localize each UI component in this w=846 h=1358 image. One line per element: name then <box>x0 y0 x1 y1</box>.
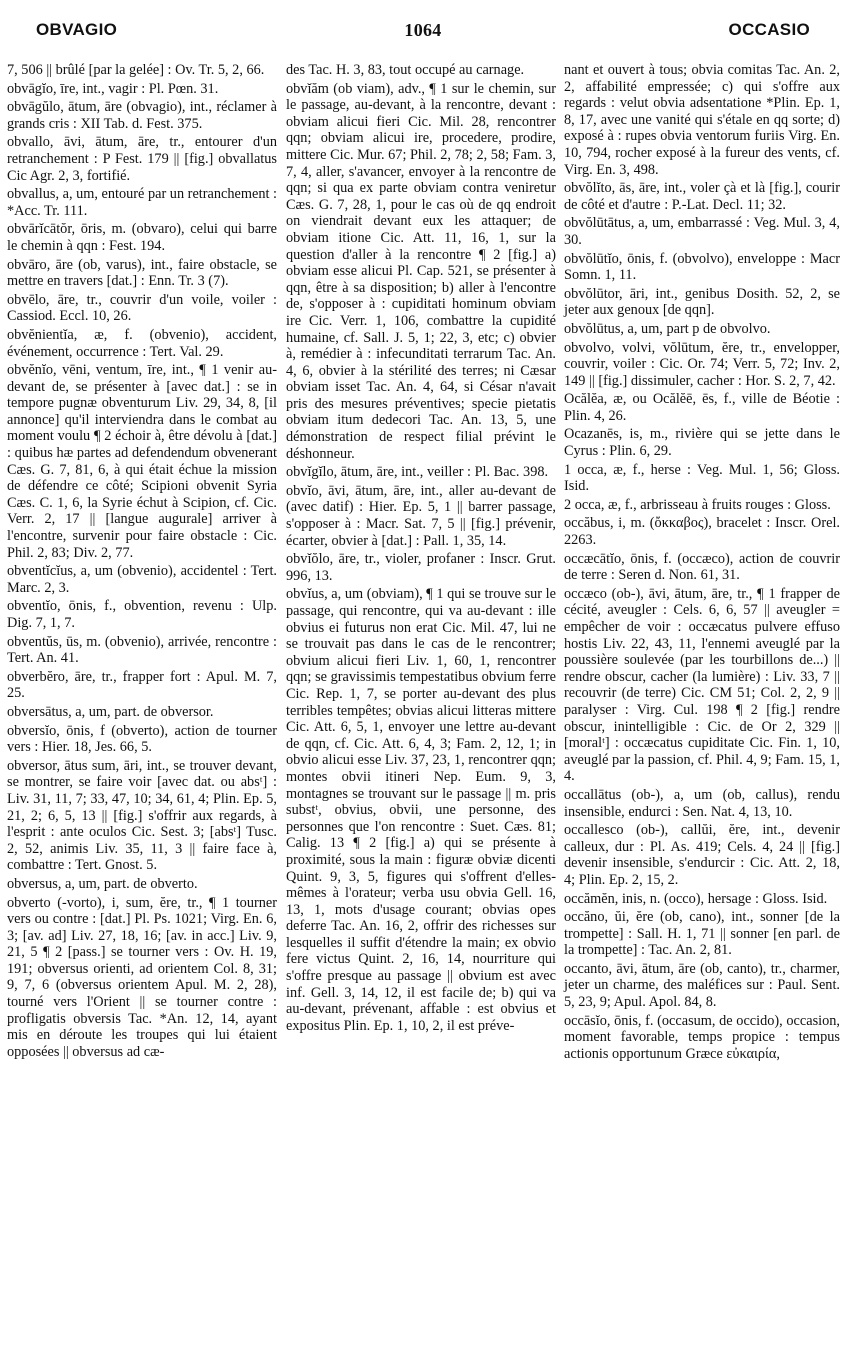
dictionary-entry: 2 occa, æ, f., arbrisseau à fruits rouges : Gloss. <box>564 496 831 513</box>
dictionary-entry: occămĕn, inis, n. (occo), hersage : Gloss. Isid. <box>564 890 828 907</box>
dictionary-entry: obvĭăm (ob viam), adv., ¶ 1 sur le chemin, sur le passage, au-devant, à la rencontre, devant : obviam alicui fieri Cic. Mil. 28, rencontrer qqn; obviam alicui ire, procedere, prodire, mittere Cic. Mur. 67; Phil. 2, 78; 2, 58; Fam. 3, 7, 4, aller, s'avancer, envoyer à la rencontre de qqn; si qua ex parte obviam contra veniretur Cæs. G. 7, 28, 1, pour le cas où de qq endroit on viendrait devant eux les attaquer; de obviam itione Cic. Att. 11, 16, 1, sur la question d'aller à la rencontre ¶ 2 [fig.] a) obviam esse alicui Pl. Cap. 521, se présenter à qqn, être à sa disposition; b) aller à l'encontre de, s'opposer à : cupiditati hominum obviam ire Cic. Verr. 1, 106, combattre la cupidité humaine, cf. Sall. J. 5, 1; 22, 3, etc; c) obvier à, remédier à : infecunditati terrarum Tac. An. 4, 6, obvier à la stérilité des terres; ni Cæsar obviam isset Tac. An. 4, 64, si César n'avait pris des mesures préventives; specie pietatis obviam itum dedecori Tac. An. 13, 5, une démonstration de respect filial prévint le déshonneur. <box>286 80 556 462</box>
dictionary-entry: obvĭgĭlo, ātum, āre, int., veiller : Pl. Bac. 398. <box>286 464 549 481</box>
dictionary-entry: occæcātĭo, ōnis, f. (occæco), action de couvrir de terre : Seren d. Non. 61, 31. <box>564 550 840 584</box>
dictionary-entry: obverbĕro, āre, tr., frapper fort : Apul. M. 7, 25. <box>7 668 277 702</box>
dictionary-entry: obversor, ātus sum, āri, int., se trouver devant, se montrer, se faire voir [avec dat. ou absᵗ] : Liv. 31, 11, 7; 33, 47, 10; 34, 61, 4; Plin. Ep. 5, 21, 2; 6, 5, 13 || [fig.] s'offrir aux regards, à l'esprit : ante oculos Cic. Sest. 3; [absᵗ] Tusc. 2, 52, animis Liv. 35, 11, 3 || faire face à, combattre : Tert. Gnost. 5. <box>7 757 277 874</box>
dictionary-entry: obvĕnĭo, vēni, ventum, īre, int., ¶ 1 venir au-devant de, se présenter à [avec dat.] : se in tempore pugnæ obventurum Liv. 29, 34, 8, [il annonce] qu'il interviendra dans le combat au moment voulu ¶ 2 échoir à, être dévolu à [dat.] : quibus hæ partes ad defendendum obvenerant Cæs. G. 7, 81, 6, à qui était échue la mission de défendre ce côté; Scipioni obvenit Syria Cæs. C. 1, 6, la Syrie échut à Scipion, cf. Cic. Verr. 2, 17 || [langue augurale] arriver à l'encontre, survenir pour faire obstacle : Cic. Phil. 2, 83; Div. 2, 77. <box>7 362 277 561</box>
dictionary-entry: nant et ouvert à tous; obvia comitas Tac. An. 2, 2, affabilité empressée; c) qui s'offre aux regards : velut obvia adsentatione *Plin. Ep. 1, 8, 17, avec une vanité qui s'étale en qq sorte; d) exposé à : rupes obvia ventorum furiis Virg. En. 10, 794, rocher exposé à la fureur des vents, cf. Virg. En. 3, 498. <box>564 62 840 178</box>
dictionary-entry: occăbus, i, m. (ὄκκαβος), bracelet : Inscr. Orel. 2263. <box>564 515 840 549</box>
page-number: 1064 <box>404 20 442 40</box>
dictionary-entry: des Tac. H. 3, 83, tout occupé au carnage. <box>286 62 525 78</box>
dictionary-entry: obvolvo, volvi, vŏlūtum, ĕre, tr., envelopper, couvrir, voiler : Cic. Or. 74; Verr. 5, 72; Inv. 2, 149 || [fig.] dissimuler, cacher : Hor. S. 2, 7, 42. <box>564 339 840 389</box>
column-middle <box>286 62 556 1036</box>
page-header <box>6 20 840 50</box>
dictionary-entry: obvallus, a, um, entouré par un retranchement : *Acc. Tr. 111. <box>7 186 277 219</box>
dictionary-entry: obvŏlūtus, a, um, part p de obvolvo. <box>564 320 771 337</box>
dictionary-entry: occallesco (ob-), callŭi, ĕre, int., devenir calleux, dur : Pl. As. 419; Cels. 4, 24 || [fig.] devenir insensible, s'endurcir : Cic. Att. 2, 18, 4; Plin. Ep. 2, 15, 2. <box>564 822 840 888</box>
dictionary-entry: 1 occa, æ, f., herse : Veg. Mul. 1, 56; Gloss. Isid. <box>564 461 840 495</box>
dictionary-entry: obvāgŭlo, ātum, āre (obvagio), int., réclamer à grands cris : XII Tab. d. Fest. 375. <box>7 99 277 132</box>
dictionary-entry: occanto, āvi, ātum, āre (ob, canto), tr., charmer, jeter un charme, des maléfices sur : Paul. Sent. 5, 23, 9; Apul. Apol. 84, 8. <box>564 960 840 1011</box>
dictionary-entry: obvallo, āvi, ātum, āre, tr., entourer d'un retranchement : P Fest. 179 || [fig.] obvallatus Cic Agr. 2, 3, fortifié. <box>7 134 277 184</box>
column-right <box>564 62 840 1064</box>
dictionary-entry: obventĭo, ōnis, f., obvention, revenu : Ulp. Dig. 7, 1, 7. <box>7 598 277 631</box>
dictionary-entry: obvāgĭo, īre, int., vagir : Pl. Pœn. 31. <box>7 80 219 97</box>
dictionary-entry: occăno, ŭi, ĕre (ob, cano), int., sonner [de la trompette] : Sall. H. 1, 71 || sonner [en parl. de la trompette] : Tac. An. 2, 81. <box>564 909 840 959</box>
dictionary-entry: obventĭcĭus, a, um (obvenio), accidentel : Tert. Marc. 2, 3. <box>7 563 277 596</box>
dictionary-entry: occāsĭo, ōnis, f. (occasum, de occido), occasion, moment favorable, temps propice : tempus actionis opportunum Græce εὐκαιρία, <box>564 1012 840 1062</box>
dictionary-entry: obvĕnientĭa, æ, f. (obvenio), accident, événement, occurrence : Tert. Val. 29. <box>7 326 277 360</box>
dictionary-entry: obvŏlūtĭo, ōnis, f. (obvolvo), enveloppe : Macr Somn. 1, 11. <box>564 250 840 284</box>
dictionary-entry: obvĭus, a, um (obviam), ¶ 1 qui se trouve sur le passage, qui rencontre, qui va au-devant : ille obvius ei futurus non erat Cic. Mil. 47, lui ne se trouvait pas dans le cas de le rencontrer; obvium alicui fieri Liv. 1, 60, 1, rencontrer qqn; se gravissimis tempestatibus obvium ferre Cic. Rep. 1, 7, se porter au-devant des plus terribles tempêtes; obvias alicui litteras mittere Cic. Att. 6, 5, 1, envoyer une lettre au-devant de qqn, cf. Cic. Att. 6, 4, 3; Fam. 2, 12, 1; in obvio alicui esse Liv. 37, 23, 1, rencontrer qqn; montes obvii itineri Nep. Eum. 9, 3, montagnes se trouvant sur le passage || m. pris substᵗ, obvius, obvii, une personne, des personnes que l'on rencontre : Suet. Cæs. 81; Calig. 13 ¶ 2 [fig.] a) qui se présente à proximité, sous la main : figuræ obviæ dicenti Quint. 9, 3, 5, figures qui s'offrent d'elles-mêmes à l'orateur; verba usu obvia Gell. 16, 13, 1, mots d'usage courant; obvias opes deferre Tac. An. 16, 2, offrir des richesses sur lesquelles il suffit d'étendre la main; ex obvio fere victus Quint. 2, 16, 14, nourriture qui s'offre presque au passage || obvium est avec inf. Gell. 3, 14, 12, il est facile de; b) qui va au-devant, prévenant, affable : est obvius et expositus Plin. Ep. 1, 10, 2, il est préve- <box>286 586 556 1034</box>
dictionary-entry: occallātus (ob-), a, um (ob, callus), rendu insensible, endurci : Sen. Nat. 4, 13, 10. <box>564 786 840 820</box>
dictionary-entry: obversātus, a, um, part. de obversor. <box>7 703 214 720</box>
dictionary-entry: Ocazanēs, is, m., rivière qui se jette dans le Cyrus : Plin. 6, 29. <box>564 426 840 460</box>
running-head-right: OCCASIO <box>728 20 810 39</box>
dictionary-entry: 7, 506 || brûlé [par la gelée] : Ov. Tr. 5, 2, 66. <box>7 62 265 78</box>
dictionary-entry: obvĭŏlo, āre, tr., violer, profaner : Inscr. Grut. 996, 13. <box>286 551 556 584</box>
dictionary-entry: occæco (ob-), āvi, ātum, āre, tr., ¶ 1 frapper de cécité, aveugler : Cels. 6, 6, 57 || aveugler = empêcher de voir : occæcatus pulvere effuso hostis Liv. 22, 43, 11, l'ennemi aveuglé par la poussière soulevée (par les tourbillons de...) || rendre obscur, cacher (la lumière) : Liv. 33, 7 || recouvrir (de terre) Cic. CM 51; Col. 2, 2, 9 || paralyser : Virg. Cul. 198 ¶ 2 [fig.] rendre obscur, inintelligible : Cic. de Or 2, 329 || [moralᵗ] : occæcatus cupiditate Cic. Fin. 1, 10, aveuglé par la passion, cf. Phil. 4, 9; Fam. 15, 1, 4. <box>564 585 840 785</box>
dictionary-entry: obvārĭcātŏr, ōris, m. (obvaro), celui qui barre le chemin à qqn : Fest. 194. <box>7 221 277 254</box>
dictionary-entry: Ocălĕa, æ, ou Ocălĕē, ēs, f., ville de Béotie : Plin. 4, 26. <box>564 391 840 424</box>
dictionary-entry: obvŏlūtor, āri, int., genibus Dosith. 52, 2, se jeter aux genoux [de qqn]. <box>564 285 840 319</box>
dictionary-entry: obventŭs, ūs, m. (obvenio), arrivée, rencontre : Tert. An. 41. <box>7 633 277 667</box>
dictionary-entry: obversus, a, um, part. de obverto. <box>7 875 198 892</box>
dictionary-entry: obvŏlūtātus, a, um, embarrassé : Veg. Mul. 3, 4, 30. <box>564 215 840 248</box>
dictionary-entry: obverto (-vorto), i, sum, ĕre, tr., ¶ 1 tourner vers ou contre : [dat.] Pl. Ps. 1021; Virg. En. 6, 3; [av. ad] Liv. 27, 18, 16; [av. in acc.] Liv. 9, 21, 5 ¶ 2 [pass.] se tourner vers : Ov. H. 19, 191; obversus orienti, ad orientem Col. 8, 31; 9, 7, 6 (obversus orientem Apul. M. 2, 28), tourné vers l'Orient || se tourner contre : profligatis obversis Tac. *An. 12, 14, ayant mis en déroute les troupes qui lui étaient opposées || obversus ad cæ- <box>7 894 277 1060</box>
dictionary-entry: obvŏlĭto, ās, āre, int., voler çà et là [fig.], courir de côté et d'autre : P.-Lat. Decl. 11; 32. <box>564 180 840 213</box>
dictionary-entry: obversĭo, ōnis, f (obverto), action de tourner vers : Hier. 18, Jes. 66, 5. <box>7 722 277 756</box>
dictionary-entry: obvāro, āre (ob, varus), int., faire obstacle, se mettre en travers [dat.] : Enn. Tr. 3 (7). <box>7 256 277 290</box>
dictionary-entry: obvēlo, āre, tr., couvrir d'un voile, voiler : Cassiod. Eccl. 10, 26. <box>7 291 277 325</box>
running-head-left: OBVAGIO <box>36 20 118 39</box>
dictionary-entry: obvĭo, āvi, ātum, āre, int., aller au-devant de (avec datif) : Hier. Ep. 5, 1 || barrer passage, s'opposer à : Macr. Sat. 7, 5 || [fig.] prévenir, écarter, obvier à [dat.] : Pall. 1, 35, 14. <box>286 482 556 549</box>
column-left <box>7 62 277 1062</box>
